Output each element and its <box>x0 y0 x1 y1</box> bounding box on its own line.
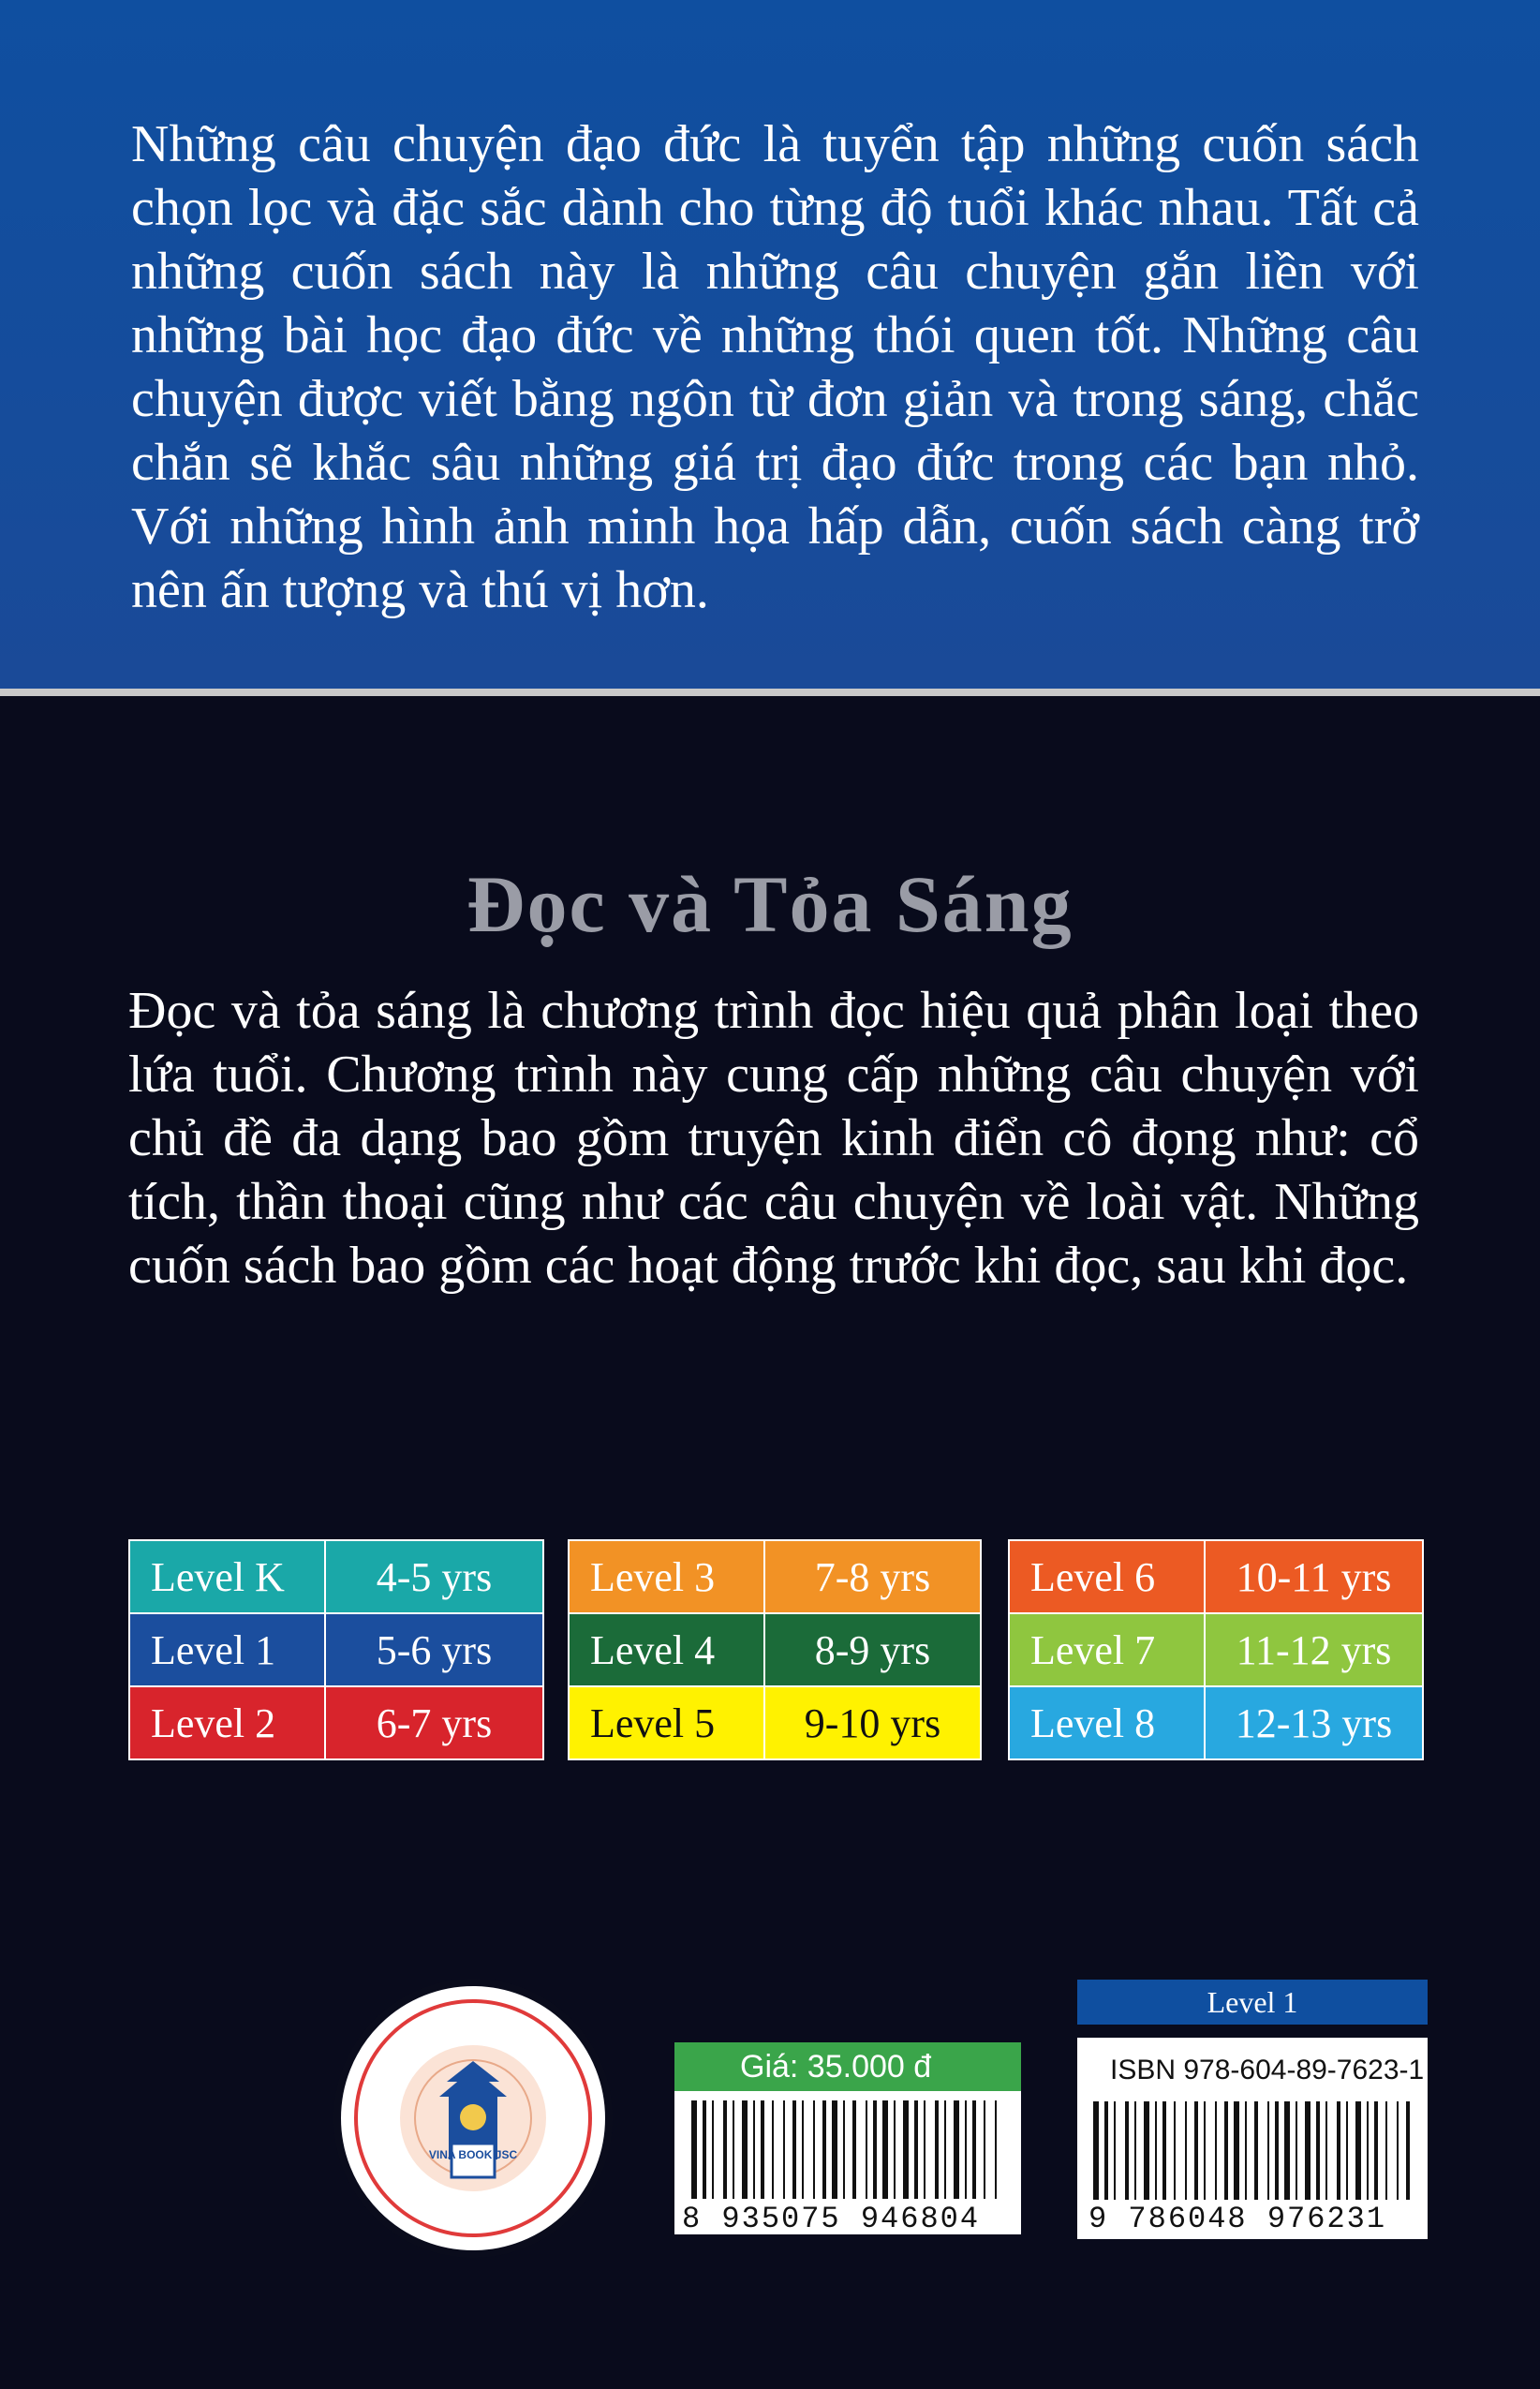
barcode-bar <box>1104 2101 1108 2200</box>
price-label: Giá: 35.000 đ <box>674 2042 1021 2091</box>
barcode-bar <box>1155 2101 1157 2200</box>
barcode-bar <box>813 2100 815 2199</box>
barcode-bar <box>802 2100 804 2199</box>
level-row <box>1009 1613 1423 1686</box>
barcode-bar <box>1284 2101 1290 2200</box>
barcode-bar <box>1185 2101 1187 2200</box>
level-row <box>129 1540 543 1613</box>
barcode-bar <box>1305 2101 1310 2200</box>
barcode-bar <box>1114 2101 1116 2200</box>
level-age: 9-10 yrs <box>764 1686 981 1759</box>
barcode-bar <box>1325 2101 1327 2200</box>
price-barcode <box>691 2100 1000 2199</box>
barcode-bar <box>1125 2101 1129 2200</box>
barcode-bar <box>1296 2101 1297 2200</box>
barcode-bar <box>1267 2101 1269 2200</box>
isbn-barcode-number: 9 786048 976231 <box>1088 2202 1387 2236</box>
barcode-bar <box>1254 2101 1258 2200</box>
barcode-bar <box>866 2100 867 2199</box>
barcode-bar <box>1134 2101 1136 2200</box>
barcode-bar <box>723 2100 727 2199</box>
level-row <box>569 1613 981 1686</box>
barcode-bar <box>772 2100 774 2199</box>
level-label: Level 3 <box>569 1540 764 1613</box>
barcode-bar <box>965 2100 967 2199</box>
level-age: 10-11 yrs <box>1205 1540 1423 1613</box>
level-table-3 <box>1008 1539 1424 1760</box>
isbn-barcode-box <box>1077 2038 1428 2239</box>
barcode-bar <box>691 2100 697 2199</box>
isbn-level-label: Level 1 <box>1077 1980 1428 2025</box>
price-barcode-number: 8 935075 946804 <box>682 2202 981 2236</box>
level-table-1 <box>128 1539 544 1760</box>
barcode-bar <box>903 2100 909 2199</box>
level-age: 7-8 yrs <box>764 1540 981 1613</box>
level-label: Level 2 <box>129 1686 325 1759</box>
level-row <box>569 1686 981 1759</box>
intro-text: Những câu chuyện đạo đức là tuyển tập những cuốn sách chọn lọc và đặc sắc dành cho từng độ tuổi khác nhau. Tất cả những cuốn sách này là những câu chuyện gắn liền với những bài học đạo đức về những thói quen tốt. Những câu chuyện được viết bằng ngôn từ đơn giản và trong sáng, chắc chắn sẽ khắc sâu những giá trị đạo đức trong các bạn nhỏ. Với những hình ảnh minh họa hấp dẫn, cuốn sách càng trở nên ấn tượng và thú vị hơn. <box>131 115 1419 619</box>
barcode-bar <box>712 2100 714 2199</box>
barcode-bar <box>882 2100 888 2199</box>
barcode-bar <box>742 2100 748 2199</box>
level-label: Level 4 <box>569 1613 764 1686</box>
isbn-barcode <box>1093 2101 1412 2200</box>
level-age: 4-5 yrs <box>325 1540 543 1613</box>
level-table-2 <box>568 1539 982 1760</box>
barcode-bar <box>1162 2101 1166 2200</box>
barcode-bar <box>852 2100 856 2199</box>
publisher-seal <box>333 1979 613 2258</box>
level-age: 6-7 yrs <box>325 1686 543 1759</box>
barcode-bar <box>894 2100 896 2199</box>
level-label: Level 8 <box>1009 1686 1205 1759</box>
seal-logo-text: VINA BOOK JSC <box>428 2148 518 2161</box>
barcode-bar <box>1346 2101 1348 2200</box>
program-description: Đọc và tỏa sáng là chương trình đọc hiệu quả phân loại theo lứa tuổi. Chương trình này cung cấp những câu chuyện với chủ đề đa dạng bao gồm truyện kinh điển cô đọng như: cổ tích, thần thoại cũng như các câu chuyện về loài vật. Những cuốn sách bao gồm các hoạt động trước khi đọc, sau khi đọc. <box>128 982 1419 1295</box>
barcode-bar <box>1367 2101 1369 2200</box>
level-age: 11-12 yrs <box>1205 1613 1423 1686</box>
level-label: Level 5 <box>569 1686 764 1759</box>
level-row <box>129 1686 543 1759</box>
level-row <box>569 1540 981 1613</box>
barcode-bar <box>1215 2101 1217 2200</box>
barcode-bar <box>1374 2101 1378 2200</box>
program-title: Đọc và Tỏa Sáng <box>466 859 1074 949</box>
barcode-bar <box>1245 2101 1247 2200</box>
level-label: Level 7 <box>1009 1613 1205 1686</box>
barcode-bar <box>995 2100 997 2199</box>
barcode-bar <box>783 2100 785 2199</box>
level-age: 5-6 yrs <box>325 1613 543 1686</box>
barcode-bar <box>792 2100 796 2199</box>
barcode-bar <box>1355 2101 1361 2200</box>
barcode-bar <box>753 2100 755 2199</box>
barcode-bar <box>1194 2101 1198 2200</box>
level-label: Level K <box>129 1540 325 1613</box>
barcode-bar <box>1337 2101 1340 2200</box>
barcode-bar <box>822 2100 826 2199</box>
section-divider <box>0 689 1540 696</box>
barcode-bar <box>914 2100 918 2199</box>
barcode-bar <box>761 2100 764 2199</box>
level-age: 12-13 yrs <box>1205 1686 1423 1759</box>
barcode-bar <box>1204 2101 1206 2200</box>
barcode-bar <box>1224 2101 1228 2200</box>
level-label: Level 6 <box>1009 1540 1205 1613</box>
barcode-bar <box>944 2100 946 2199</box>
barcode-bar <box>1275 2101 1279 2200</box>
barcode-bar <box>843 2100 845 2199</box>
barcode-bar <box>873 2100 877 2199</box>
barcode-bar <box>703 2100 706 2199</box>
barcode-bar <box>733 2100 734 2199</box>
barcode-bar <box>984 2100 985 2199</box>
level-row <box>1009 1686 1423 1759</box>
barcode-bar <box>1144 2101 1149 2200</box>
barcode-bar <box>1174 2101 1176 2200</box>
barcode-bar <box>924 2100 925 2199</box>
barcode-bar <box>1406 2101 1410 2200</box>
barcode-bar <box>1234 2101 1239 2200</box>
isbn-text: ISBN 978-604-89-7623-1 <box>1110 2055 1425 2085</box>
level-row <box>1009 1540 1423 1613</box>
seal-emblem <box>341 1986 605 2250</box>
level-label: Level 1 <box>129 1613 325 1686</box>
barcode-bar <box>1093 2101 1099 2200</box>
price-barcode-box <box>674 2042 1021 2234</box>
barcode-bar <box>1385 2101 1387 2200</box>
barcode-bar <box>954 2100 959 2199</box>
level-row <box>129 1613 543 1686</box>
barcode-bar <box>1316 2101 1320 2200</box>
level-age: 8-9 yrs <box>764 1613 981 1686</box>
barcode-bar <box>935 2100 939 2199</box>
barcode-bar <box>832 2100 837 2199</box>
barcode-bar <box>1397 2101 1399 2200</box>
barcode-bar <box>972 2100 976 2199</box>
